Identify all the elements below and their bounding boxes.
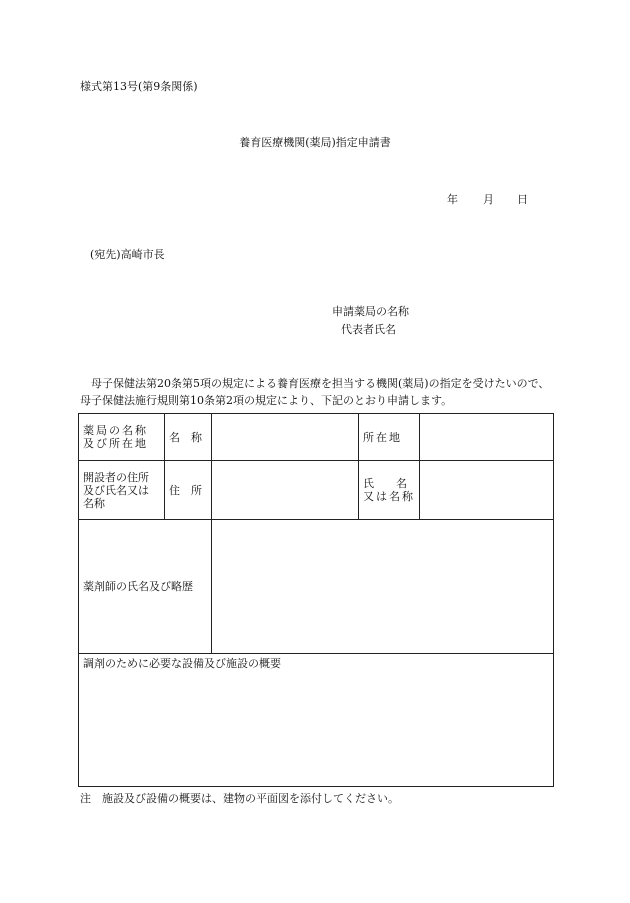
- footnote: 注 施設及び設備の概要は、建物の平面図を添付してください。: [80, 792, 399, 805]
- pharmacist-row: [79, 520, 554, 654]
- pharmacy-header-cell: [79, 414, 165, 461]
- founder-name-label-cell: [359, 461, 420, 520]
- founder-header-line1: 開設者の住所: [83, 470, 149, 484]
- pharmacy-location-label: 所在地: [359, 414, 420, 461]
- founder-name-label-line1: 氏 名: [363, 477, 407, 490]
- form-number: 様式第13号(第9条関係): [80, 80, 198, 93]
- founder-header-cell: [79, 461, 165, 520]
- pharmacy-header-line2: 及び所在地: [83, 437, 148, 450]
- founder-address-field[interactable]: [212, 461, 359, 520]
- addressee: (宛先)高崎市長: [90, 248, 165, 261]
- facilities-row: [79, 654, 554, 787]
- pharmacy-row: [79, 414, 554, 461]
- pharmacy-name-field[interactable]: [212, 414, 359, 461]
- founder-name-label-line2: 又は名称: [363, 490, 415, 503]
- applicant-representative-label: 代表者氏名: [341, 323, 396, 336]
- founder-header-line2: 及び氏名又は: [83, 483, 149, 497]
- pharmacy-header-line1: 薬局の名称: [83, 424, 148, 437]
- facilities-cell[interactable]: [79, 654, 554, 787]
- application-body-text: 母子保健法第20条第5項の規定による養育医療を担当する機関(薬局)の指定を受けたいので、母子保健法施行規則第10条第2項の規定により、下記のとおり申請します。: [80, 377, 550, 407]
- pharmacy-location-field[interactable]: [420, 414, 554, 461]
- founder-header-line3: 名称: [83, 496, 105, 510]
- pharmacy-name-label: 名 称: [165, 414, 212, 461]
- application-form-table: [78, 413, 554, 787]
- facilities-label: 調剤のために必要な設備及び施設の概要: [83, 657, 281, 670]
- pharmacist-field[interactable]: [212, 520, 554, 654]
- founder-row: [79, 461, 554, 520]
- document-title: 養育医療機関(薬局)指定申請書: [239, 136, 391, 149]
- date-year-label: 年: [447, 193, 458, 206]
- pharmacist-label: 薬剤師の氏名及び略歴: [79, 520, 212, 654]
- applicant-pharmacy-name-label: 申請薬局の名称: [332, 305, 409, 318]
- date-day-label: 日: [517, 193, 528, 206]
- founder-address-label: 住 所: [165, 461, 212, 520]
- date-month-label: 月: [483, 193, 494, 206]
- founder-name-field[interactable]: [420, 461, 554, 520]
